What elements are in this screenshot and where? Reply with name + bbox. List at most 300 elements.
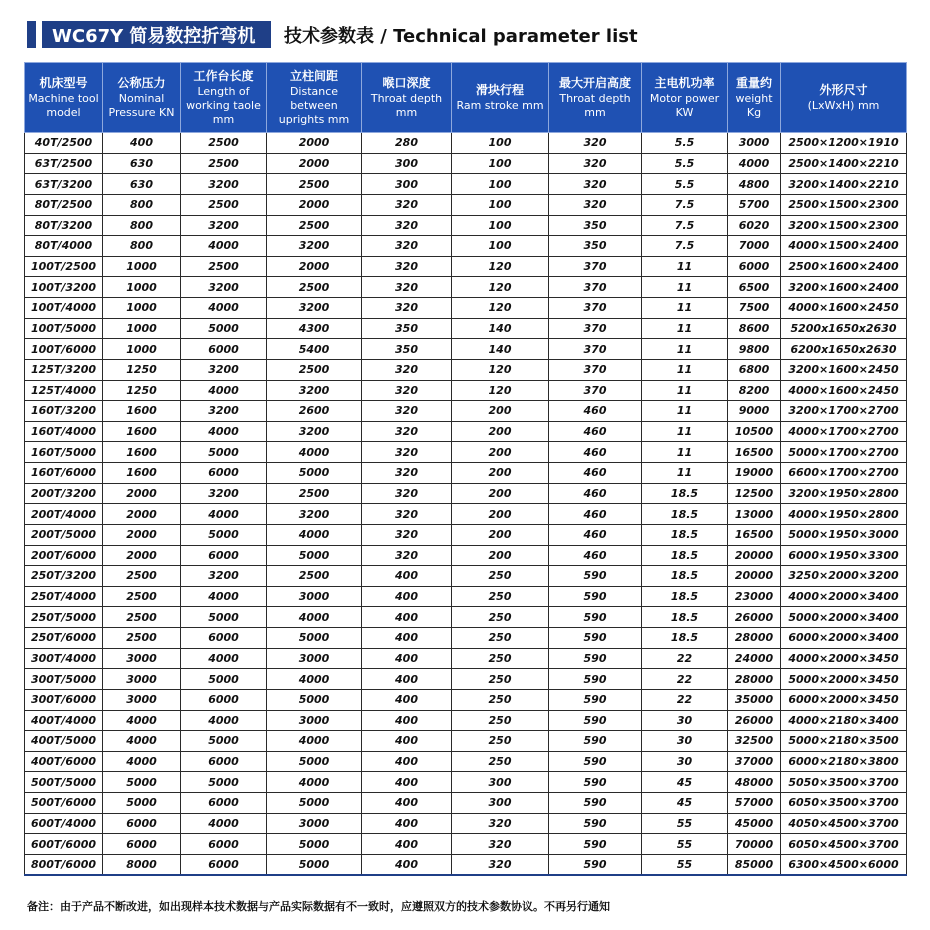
table-cell: 590	[549, 586, 642, 607]
table-cell: 320	[362, 359, 452, 380]
table-cell: 4000	[181, 504, 267, 525]
table-cell: 2600	[267, 401, 362, 422]
table-row	[25, 277, 907, 298]
column-header: 滑块行程 Ram stroke mm	[452, 63, 549, 133]
table-cell: 200	[452, 463, 549, 484]
model-cell: 100T/3200	[25, 277, 103, 298]
table-cell: 10500	[728, 421, 781, 442]
table-cell: 11	[642, 277, 728, 298]
table-cell: 4000×1700×2700	[781, 421, 907, 442]
table-cell: 320	[362, 463, 452, 484]
table-cell: 24000	[728, 648, 781, 669]
table-cell: 5.5	[642, 133, 728, 154]
table-cell: 30	[642, 731, 728, 752]
table-row	[25, 483, 907, 504]
table-cell: 370	[549, 380, 642, 401]
table-cell: 18.5	[642, 483, 728, 504]
table-cell: 370	[549, 256, 642, 277]
table-cell: 11	[642, 318, 728, 339]
table-cell: 320	[362, 442, 452, 463]
table-cell: 5000	[181, 669, 267, 690]
table-cell: 400	[362, 772, 452, 793]
table-cell: 100	[452, 215, 549, 236]
table-cell: 6000	[181, 793, 267, 814]
model-cell: 250T/3200	[25, 566, 103, 587]
model-cell: 160T/3200	[25, 401, 103, 422]
table-cell: 2500	[181, 133, 267, 154]
table-cell: 2000	[267, 153, 362, 174]
table-cell: 4000	[728, 153, 781, 174]
table-cell: 370	[549, 277, 642, 298]
table-cell: 460	[549, 401, 642, 422]
table-cell: 9800	[728, 339, 781, 360]
table-cell: 28000	[728, 628, 781, 649]
table-cell: 2500×1500×2300	[781, 194, 907, 215]
table-cell: 6000	[103, 834, 181, 855]
table-row	[25, 421, 907, 442]
table-cell: 9000	[728, 401, 781, 422]
table-cell: 4000×1950×2800	[781, 504, 907, 525]
table-cell: 1000	[103, 339, 181, 360]
table-cell: 3000	[103, 648, 181, 669]
model-cell: 400T/4000	[25, 710, 103, 731]
table-cell: 6200x1650x2630	[781, 339, 907, 360]
table-cell: 7.5	[642, 194, 728, 215]
table-cell: 6000	[181, 751, 267, 772]
table-row	[25, 628, 907, 649]
table-cell: 55	[642, 813, 728, 834]
table-cell: 460	[549, 463, 642, 484]
table-cell: 320	[452, 813, 549, 834]
table-cell: 4000×1500×2400	[781, 236, 907, 257]
table-cell: 8200	[728, 380, 781, 401]
table-cell: 2500×1400×2210	[781, 153, 907, 174]
table-cell: 6800	[728, 359, 781, 380]
table-cell: 7.5	[642, 215, 728, 236]
table-cell: 120	[452, 256, 549, 277]
model-cell: 500T/5000	[25, 772, 103, 793]
table-cell: 16500	[728, 442, 781, 463]
table-cell: 20000	[728, 545, 781, 566]
column-header: 机床型号 Machine tool model	[25, 63, 103, 133]
table-cell: 400	[362, 751, 452, 772]
table-cell: 2500	[103, 607, 181, 628]
table-cell: 320	[362, 298, 452, 319]
table-cell: 2000	[103, 504, 181, 525]
table-cell: 8000	[103, 854, 181, 875]
table-cell: 4000	[181, 298, 267, 319]
table-cell: 2500×1200×1910	[781, 133, 907, 154]
table-cell: 3200	[181, 174, 267, 195]
model-cell: 100T/6000	[25, 339, 103, 360]
table-cell: 55	[642, 854, 728, 875]
table-cell: 400	[362, 648, 452, 669]
column-header: 最大开启高度 Throat depth mm	[549, 63, 642, 133]
table-cell: 2500	[103, 566, 181, 587]
table-cell: 55	[642, 834, 728, 855]
table-cell: 37000	[728, 751, 781, 772]
table-cell: 100	[452, 236, 549, 257]
model-cell: 800T/6000	[25, 854, 103, 875]
table-cell: 4000	[181, 648, 267, 669]
table-row	[25, 772, 907, 793]
table-cell: 20000	[728, 566, 781, 587]
table-cell: 250	[452, 669, 549, 690]
table-cell: 4000	[103, 710, 181, 731]
table-row	[25, 813, 907, 834]
table-cell: 16500	[728, 524, 781, 545]
column-header: 公称压力 Nominal Pressure KN	[103, 63, 181, 133]
table-row	[25, 710, 907, 731]
table-cell: 2500	[267, 359, 362, 380]
table-cell: 2500	[267, 277, 362, 298]
table-cell: 350	[362, 339, 452, 360]
table-cell: 630	[103, 174, 181, 195]
table-cell: 250	[452, 710, 549, 731]
table-cell: 5000	[267, 628, 362, 649]
table-cell: 460	[549, 421, 642, 442]
table-cell: 590	[549, 793, 642, 814]
table-cell: 28000	[728, 669, 781, 690]
table-row	[25, 442, 907, 463]
table-cell: 400	[362, 793, 452, 814]
table-cell: 70000	[728, 834, 781, 855]
table-cell: 2500	[181, 194, 267, 215]
table-cell: 2000	[267, 256, 362, 277]
table-cell: 800	[103, 194, 181, 215]
table-cell: 3200×1950×2800	[781, 483, 907, 504]
table-cell: 100	[452, 153, 549, 174]
table-cell: 3200×1600×2450	[781, 359, 907, 380]
table-cell: 4000	[181, 586, 267, 607]
table-cell: 5000	[267, 751, 362, 772]
model-cell: 300T/5000	[25, 669, 103, 690]
model-cell: 250T/5000	[25, 607, 103, 628]
table-cell: 5000×1950×3000	[781, 524, 907, 545]
model-cell: 250T/4000	[25, 586, 103, 607]
table-row	[25, 298, 907, 319]
table-cell: 18.5	[642, 524, 728, 545]
table-cell: 11	[642, 401, 728, 422]
table-cell: 320	[362, 215, 452, 236]
table-cell: 11	[642, 421, 728, 442]
model-cell: 125T/3200	[25, 359, 103, 380]
table-cell: 18.5	[642, 628, 728, 649]
table-cell: 5000	[181, 731, 267, 752]
table-cell: 590	[549, 772, 642, 793]
model-cell: 100T/5000	[25, 318, 103, 339]
table-cell: 370	[549, 339, 642, 360]
table-cell: 300	[362, 153, 452, 174]
table-cell: 4000	[267, 669, 362, 690]
table-cell: 590	[549, 689, 642, 710]
table-cell: 3200	[181, 277, 267, 298]
table-cell: 5000	[267, 545, 362, 566]
table-cell: 3200×1400×2210	[781, 174, 907, 195]
table-cell: 320	[362, 380, 452, 401]
table-cell: 5050×3500×3700	[781, 772, 907, 793]
table-cell: 3000	[267, 648, 362, 669]
model-cell: 200T/3200	[25, 483, 103, 504]
table-cell: 400	[362, 854, 452, 875]
table-cell: 30	[642, 751, 728, 772]
table-cell: 7500	[728, 298, 781, 319]
table-cell: 250	[452, 607, 549, 628]
table-cell: 590	[549, 607, 642, 628]
table-cell: 3200	[181, 483, 267, 504]
table-cell: 460	[549, 504, 642, 525]
table-cell: 6500	[728, 277, 781, 298]
table-cell: 1250	[103, 359, 181, 380]
table-cell: 5000×2000×3450	[781, 669, 907, 690]
table-cell: 4000×2000×3400	[781, 586, 907, 607]
table-cell: 6000	[181, 339, 267, 360]
table-cell: 3200	[267, 421, 362, 442]
column-header: 喉口深度 Throat depth mm	[362, 63, 452, 133]
table-cell: 200	[452, 483, 549, 504]
table-row	[25, 731, 907, 752]
table-cell: 400	[362, 566, 452, 587]
table-cell: 2500	[267, 215, 362, 236]
table-cell: 1000	[103, 318, 181, 339]
column-header: 外形尺寸 (LxWxH) mm	[781, 63, 907, 133]
table-row	[25, 194, 907, 215]
table-cell: 800	[103, 215, 181, 236]
table-cell: 320	[362, 236, 452, 257]
table-cell: 1600	[103, 442, 181, 463]
table-row	[25, 834, 907, 855]
table-cell: 280	[362, 133, 452, 154]
model-cell: 300T/6000	[25, 689, 103, 710]
table-cell: 6000	[728, 256, 781, 277]
table-cell: 5700	[728, 194, 781, 215]
table-cell: 200	[452, 545, 549, 566]
model-cell: 300T/4000	[25, 648, 103, 669]
table-cell: 13000	[728, 504, 781, 525]
table-cell: 4800	[728, 174, 781, 195]
table-cell: 300	[362, 174, 452, 195]
model-cell: 160T/4000	[25, 421, 103, 442]
table-row	[25, 463, 907, 484]
table-cell: 1000	[103, 277, 181, 298]
table-cell: 22	[642, 669, 728, 690]
table-cell: 400	[362, 607, 452, 628]
table-cell: 3200	[267, 298, 362, 319]
table-cell: 35000	[728, 689, 781, 710]
model-cell: 80T/3200	[25, 215, 103, 236]
table-cell: 250	[452, 586, 549, 607]
table-cell: 590	[549, 566, 642, 587]
table-cell: 26000	[728, 710, 781, 731]
table-cell: 4300	[267, 318, 362, 339]
table-cell: 2000	[267, 194, 362, 215]
table-cell: 5.5	[642, 174, 728, 195]
title-bar	[27, 21, 638, 48]
column-header: 立柱间距 Distance between uprights mm	[267, 63, 362, 133]
table-cell: 590	[549, 648, 642, 669]
table-cell: 3000	[267, 710, 362, 731]
model-cell: 200T/5000	[25, 524, 103, 545]
table-cell: 6020	[728, 215, 781, 236]
table-cell: 200	[452, 421, 549, 442]
table-cell: 300	[452, 772, 549, 793]
table-row	[25, 545, 907, 566]
table-cell: 6000	[181, 854, 267, 875]
table-cell: 590	[549, 710, 642, 731]
table-cell: 22	[642, 648, 728, 669]
table-cell: 6600×1700×2700	[781, 463, 907, 484]
table-cell: 460	[549, 483, 642, 504]
table-cell: 5000×1700×2700	[781, 442, 907, 463]
table-cell: 400	[362, 669, 452, 690]
table-cell: 4050×4500×3700	[781, 813, 907, 834]
column-header: 工作台长度 Length of working taole mm	[181, 63, 267, 133]
table-cell: 3000	[267, 813, 362, 834]
table-cell: 320	[549, 133, 642, 154]
table-row	[25, 504, 907, 525]
table-cell: 4000×1600×2450	[781, 298, 907, 319]
table-row	[25, 854, 907, 875]
table-cell: 3250×2000×3200	[781, 566, 907, 587]
parameter-table	[24, 62, 907, 876]
table-cell: 6050×3500×3700	[781, 793, 907, 814]
table-cell: 120	[452, 277, 549, 298]
table-cell: 18.5	[642, 545, 728, 566]
table-cell: 590	[549, 751, 642, 772]
table-cell: 370	[549, 318, 642, 339]
table-cell: 45000	[728, 813, 781, 834]
table-row	[25, 318, 907, 339]
table-cell: 2000	[103, 545, 181, 566]
table-cell: 320	[362, 504, 452, 525]
table-row	[25, 586, 907, 607]
table-cell: 3200	[267, 504, 362, 525]
table-cell: 5200x1650x2630	[781, 318, 907, 339]
table-row	[25, 153, 907, 174]
model-cell: 40T/2500	[25, 133, 103, 154]
table-cell: 23000	[728, 586, 781, 607]
table-cell: 300	[452, 793, 549, 814]
table-cell: 3200×1600×2400	[781, 277, 907, 298]
table-cell: 460	[549, 524, 642, 545]
table-row	[25, 607, 907, 628]
model-cell: 63T/2500	[25, 153, 103, 174]
table-cell: 320	[362, 524, 452, 545]
table-cell: 3000	[728, 133, 781, 154]
table-cell: 4000	[103, 731, 181, 752]
table-row	[25, 401, 907, 422]
table-cell: 250	[452, 628, 549, 649]
table-cell: 4000	[181, 236, 267, 257]
table-cell: 18.5	[642, 607, 728, 628]
table-cell: 400	[362, 834, 452, 855]
table-cell: 400	[362, 731, 452, 752]
table-cell: 2500	[267, 483, 362, 504]
table-cell: 140	[452, 318, 549, 339]
table-cell: 320	[549, 153, 642, 174]
table-cell: 6000×2000×3400	[781, 628, 907, 649]
table-cell: 4000	[267, 607, 362, 628]
table-cell: 400	[362, 586, 452, 607]
table-cell: 3000	[267, 586, 362, 607]
table-cell: 18.5	[642, 504, 728, 525]
table-cell: 400	[362, 710, 452, 731]
table-cell: 460	[549, 442, 642, 463]
table-cell: 5000	[181, 318, 267, 339]
table-cell: 3200	[267, 380, 362, 401]
table-cell: 3200×1500×2300	[781, 215, 907, 236]
table-cell: 2500	[103, 586, 181, 607]
table-cell: 5000	[181, 607, 267, 628]
table-row	[25, 648, 907, 669]
table-cell: 320	[452, 834, 549, 855]
table-cell: 1000	[103, 298, 181, 319]
table-cell: 4000	[103, 751, 181, 772]
table-cell: 48000	[728, 772, 781, 793]
table-cell: 22	[642, 689, 728, 710]
model-cell: 125T/4000	[25, 380, 103, 401]
table-cell: 6000×2000×3450	[781, 689, 907, 710]
table-row	[25, 133, 907, 154]
table-cell: 400	[362, 689, 452, 710]
table-cell: 6000	[181, 463, 267, 484]
table-row	[25, 566, 907, 587]
column-header: 重量约 weight Kg	[728, 63, 781, 133]
table-cell: 320	[362, 401, 452, 422]
model-cell: 400T/5000	[25, 731, 103, 752]
table-cell: 8600	[728, 318, 781, 339]
table-cell: 2500	[181, 153, 267, 174]
model-cell: 200T/4000	[25, 504, 103, 525]
table-cell: 45	[642, 772, 728, 793]
table-cell: 3200×1700×2700	[781, 401, 907, 422]
table-cell: 11	[642, 256, 728, 277]
table-cell: 3200	[181, 359, 267, 380]
table-cell: 18.5	[642, 586, 728, 607]
footnote: 备注：由于产品不断改进，如出现样本技术数据与产品实际数据有不一致时，应遵照双方的技术参数协议。不再另行通知	[27, 900, 610, 913]
table-cell: 2500	[103, 628, 181, 649]
table-cell: 120	[452, 380, 549, 401]
table-cell: 5000	[103, 772, 181, 793]
table-cell: 6000×2180×3800	[781, 751, 907, 772]
table-cell: 590	[549, 854, 642, 875]
table-cell: 5000	[267, 689, 362, 710]
table-cell: 250	[452, 751, 549, 772]
table-cell: 5000×2180×3500	[781, 731, 907, 752]
table-cell: 320	[362, 545, 452, 566]
table-cell: 350	[549, 236, 642, 257]
table-cell: 800	[103, 236, 181, 257]
table-cell: 400	[103, 133, 181, 154]
table-cell: 57000	[728, 793, 781, 814]
table-cell: 4000	[181, 380, 267, 401]
table-cell: 320	[362, 421, 452, 442]
table-cell: 4000	[267, 524, 362, 545]
table-cell: 1000	[103, 256, 181, 277]
table-cell: 2500×1600×2400	[781, 256, 907, 277]
model-cell: 160T/6000	[25, 463, 103, 484]
table-cell: 6300×4500×6000	[781, 854, 907, 875]
table-cell: 460	[549, 545, 642, 566]
table-cell: 3200	[181, 401, 267, 422]
table-row	[25, 256, 907, 277]
table-cell: 3200	[181, 215, 267, 236]
table-cell: 45	[642, 793, 728, 814]
model-cell: 100T/2500	[25, 256, 103, 277]
table-cell: 12500	[728, 483, 781, 504]
model-cell: 80T/4000	[25, 236, 103, 257]
table-body	[25, 133, 907, 876]
